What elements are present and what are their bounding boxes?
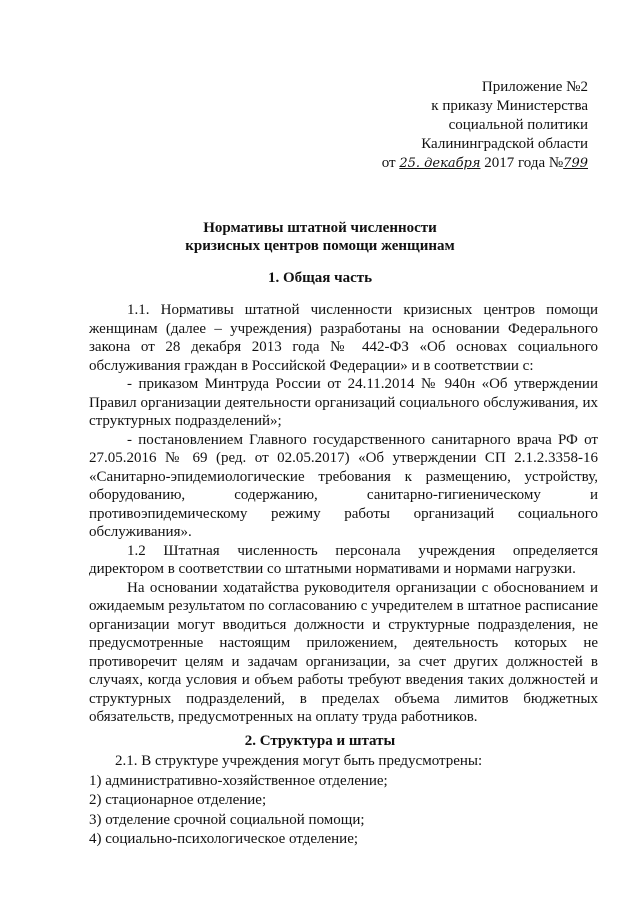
annex-date-line xyxy=(382,154,588,173)
handwritten-date: 25. декабря xyxy=(399,156,481,171)
handwritten-number: 799 xyxy=(563,156,588,171)
section-2-heading: 2. Структура и штаты xyxy=(244,733,396,749)
date-prefix: от xyxy=(381,155,396,171)
list-item: 2) стационарное отделение; xyxy=(89,792,267,808)
document-title xyxy=(0,219,640,255)
annex-line: Калининградской области xyxy=(421,136,588,152)
paragraph: 1.2 Штатная численность персонала учреждения определяется директором в соответствии со штатными нормативами и нормами нагрузки. xyxy=(89,542,598,577)
paragraph: 1.1. Нормативы штатной численности кризисных центров помощи женщинам (далее – учреждения) разработаны на основании Федерального закона от 28 декабря 2013 года № 442-ФЗ «Об основах социального обслуживания граждан в Российской Федерации» и в соответствии с: xyxy=(89,302,598,374)
paragraph: - приказом Минтруда России от 24.11.2014 № 940н «Об утверждении Правил организации деятельности организаций социального обслуживания, их структурных подразделений»; xyxy=(89,376,598,429)
list-item: 3) отделение срочной социальной помощи; xyxy=(89,811,365,828)
annex-line: к приказу Министерства xyxy=(431,98,588,114)
annex-header xyxy=(382,78,588,173)
annex-line: социальной политики xyxy=(448,117,588,133)
section-2-list xyxy=(89,752,598,850)
list-item: 1) административно-хозяйственное отделение; xyxy=(89,772,388,789)
section-1-body xyxy=(89,301,598,727)
annex-line: Приложение №2 xyxy=(481,79,588,95)
title-line: Нормативы штатной численности xyxy=(203,220,437,236)
paragraph: На основании ходатайства руководителя организации с обоснованием и ожидаемым результатом по согласованию с учредителем в штатное расписание организации могут вводиться должности и структурные подразделения, не предусмотренные настоящим приложением, деятельность которых не противоречит целям и задачам организации, за счет других должностей в случаях, когда условия и объем работы требуют введения таких должностей и структурных подразделений, в пределах объема лимитов бюджетных обязательств, предусмотренных на оплату труда работников. xyxy=(89,579,598,725)
section-1-heading: 1. Общая часть xyxy=(267,270,373,286)
list-item: 4) социально-психологическое отделение; xyxy=(89,831,359,847)
paragraph: - постановлением Главного государственного санитарного врача РФ от 27.05.2016 № 69 (ред. от 02.05.2017) «Об утверждении СП 2.1.2.3358-16 «Санитарно-эпидемиологические требования к размещению, устройству, оборудованию, содержанию, санитарно-гигиеническому и противоэпидемическому режиму работы организаций социального обслуживания». xyxy=(89,431,598,540)
list-intro: 2.1. В структуре учреждения могут быть предусмотрены: xyxy=(115,753,483,769)
title-line: кризисных центров помощи женщинам xyxy=(185,238,455,254)
date-suffix: 2017 года № xyxy=(484,155,564,171)
